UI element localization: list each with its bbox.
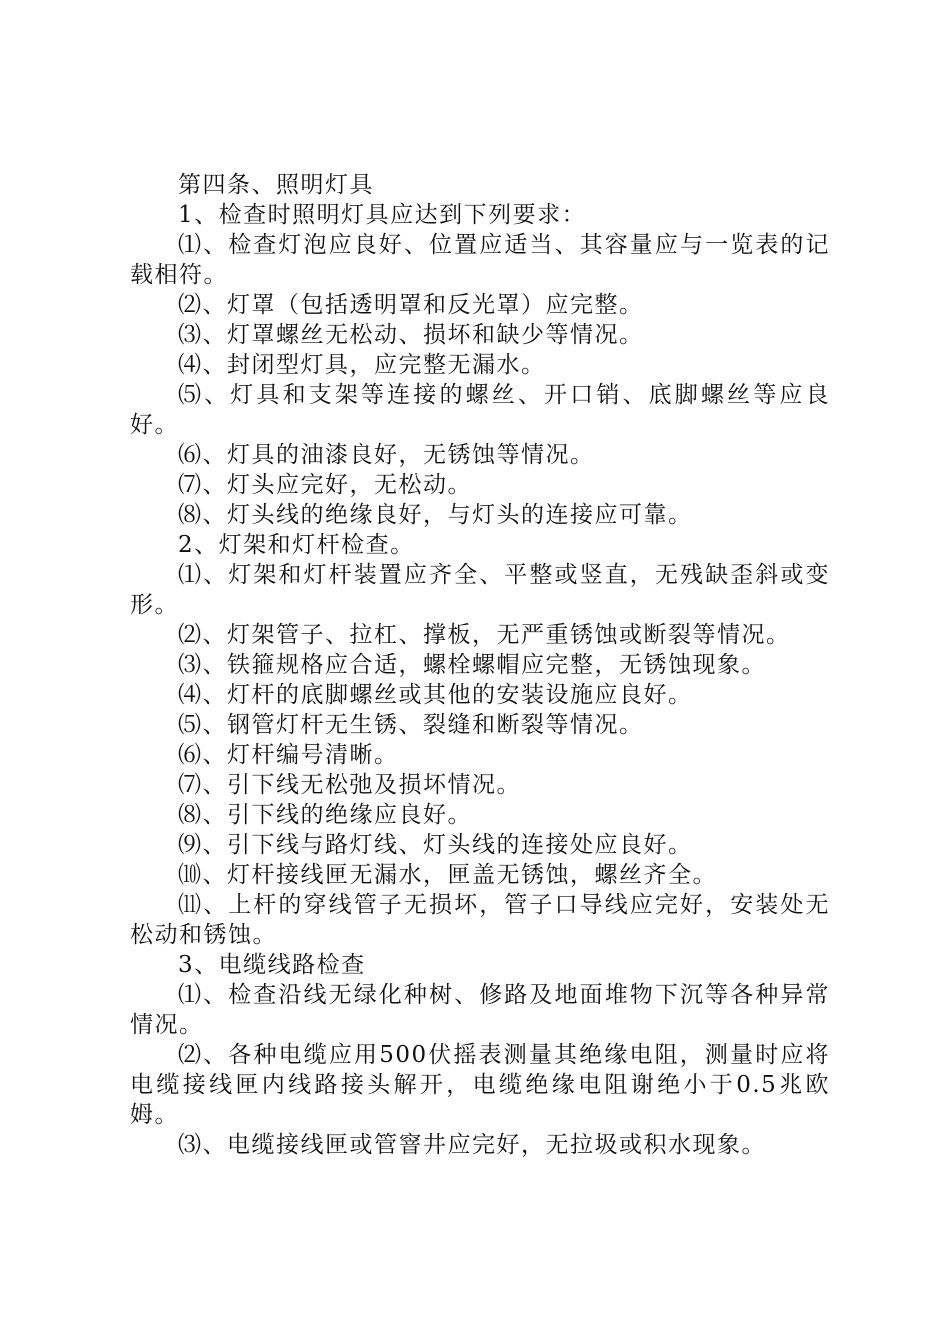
list-item: ⑹、灯杆编号清晰。 bbox=[178, 742, 399, 768]
list-item: ⑺、灯头应完好，无松动。 bbox=[178, 472, 472, 498]
list-item: ⑵、灯罩（包括透明罩和反光罩）应完整。 bbox=[178, 292, 644, 318]
section-heading: 第四条、照明灯具 bbox=[178, 172, 374, 198]
list-item: ⑷、灯杆的底脚螺丝或其他的安装设施应良好。 bbox=[178, 682, 693, 708]
list-item: ⑵、各种电缆应用500伏摇表测量其绝缘电阻，测量时应将电缆接线匣内线路接头解开，电缆绝缘电阻谢绝小于0.5兆欧姆。 bbox=[130, 1042, 830, 1128]
list-item: ⑶、灯罩螺丝无松动、损坏和缺少等情况。 bbox=[178, 322, 644, 348]
list-item: ⑻、灯头线的绝缘良好，与灯头的连接应可靠。 bbox=[178, 502, 693, 528]
subsection-heading: 3、电缆线路检查 bbox=[178, 952, 366, 978]
list-item: ⑺、引下线无松弛及损坏情况。 bbox=[178, 772, 521, 798]
subsection-heading: 2、灯架和灯杆检查。 bbox=[178, 532, 415, 558]
list-item: ⑶、电缆接线匣或管窨井应完好，无拉圾或积水现象。 bbox=[178, 1132, 766, 1158]
list-item: ⑼、引下线与路灯线、灯头线的连接处应良好。 bbox=[178, 832, 693, 858]
list-item: ⑵、灯架管子、拉杠、撑板，无严重锈蚀或断裂等情况。 bbox=[178, 622, 791, 648]
list-item: ⑹、灯具的油漆良好，无锈蚀等情况。 bbox=[178, 442, 595, 468]
list-item: ⑷、封闭型灯具，应完整无漏水。 bbox=[178, 352, 546, 378]
list-item: ⑸、钢管灯杆无生锈、裂缝和断裂等情况。 bbox=[178, 712, 644, 738]
document-body bbox=[130, 170, 830, 1160]
list-item: ⑴、灯架和灯杆装置应齐全、平整或竖直，无残缺歪斜或变形。 bbox=[130, 562, 830, 618]
list-item: ⑶、铁箍规格应合适，螺栓螺帽应完整，无锈蚀现象。 bbox=[178, 652, 766, 678]
list-item: ⑸、灯具和支架等连接的螺丝、开口销、底脚螺丝等应良好。 bbox=[130, 382, 830, 438]
list-item: ⑴、检查沿线无绿化种树、修路及地面堆物下沉等各种异常情况。 bbox=[130, 982, 830, 1038]
subsection-heading: 1、检查时照明灯具应达到下列要求： bbox=[178, 202, 587, 228]
list-item: ⑴、检查灯泡应良好、位置应适当、其容量应与一览表的记载相符。 bbox=[130, 232, 830, 288]
list-item: ⑽、灯杆接线匣无漏水，匣盖无锈蚀，螺丝齐全。 bbox=[178, 862, 717, 888]
list-item: ⑾、上杆的穿线管子无损坏，管子口导线应完好，安装处无松动和锈蚀。 bbox=[130, 892, 830, 948]
list-item: ⑻、引下线的绝缘应良好。 bbox=[178, 802, 472, 828]
